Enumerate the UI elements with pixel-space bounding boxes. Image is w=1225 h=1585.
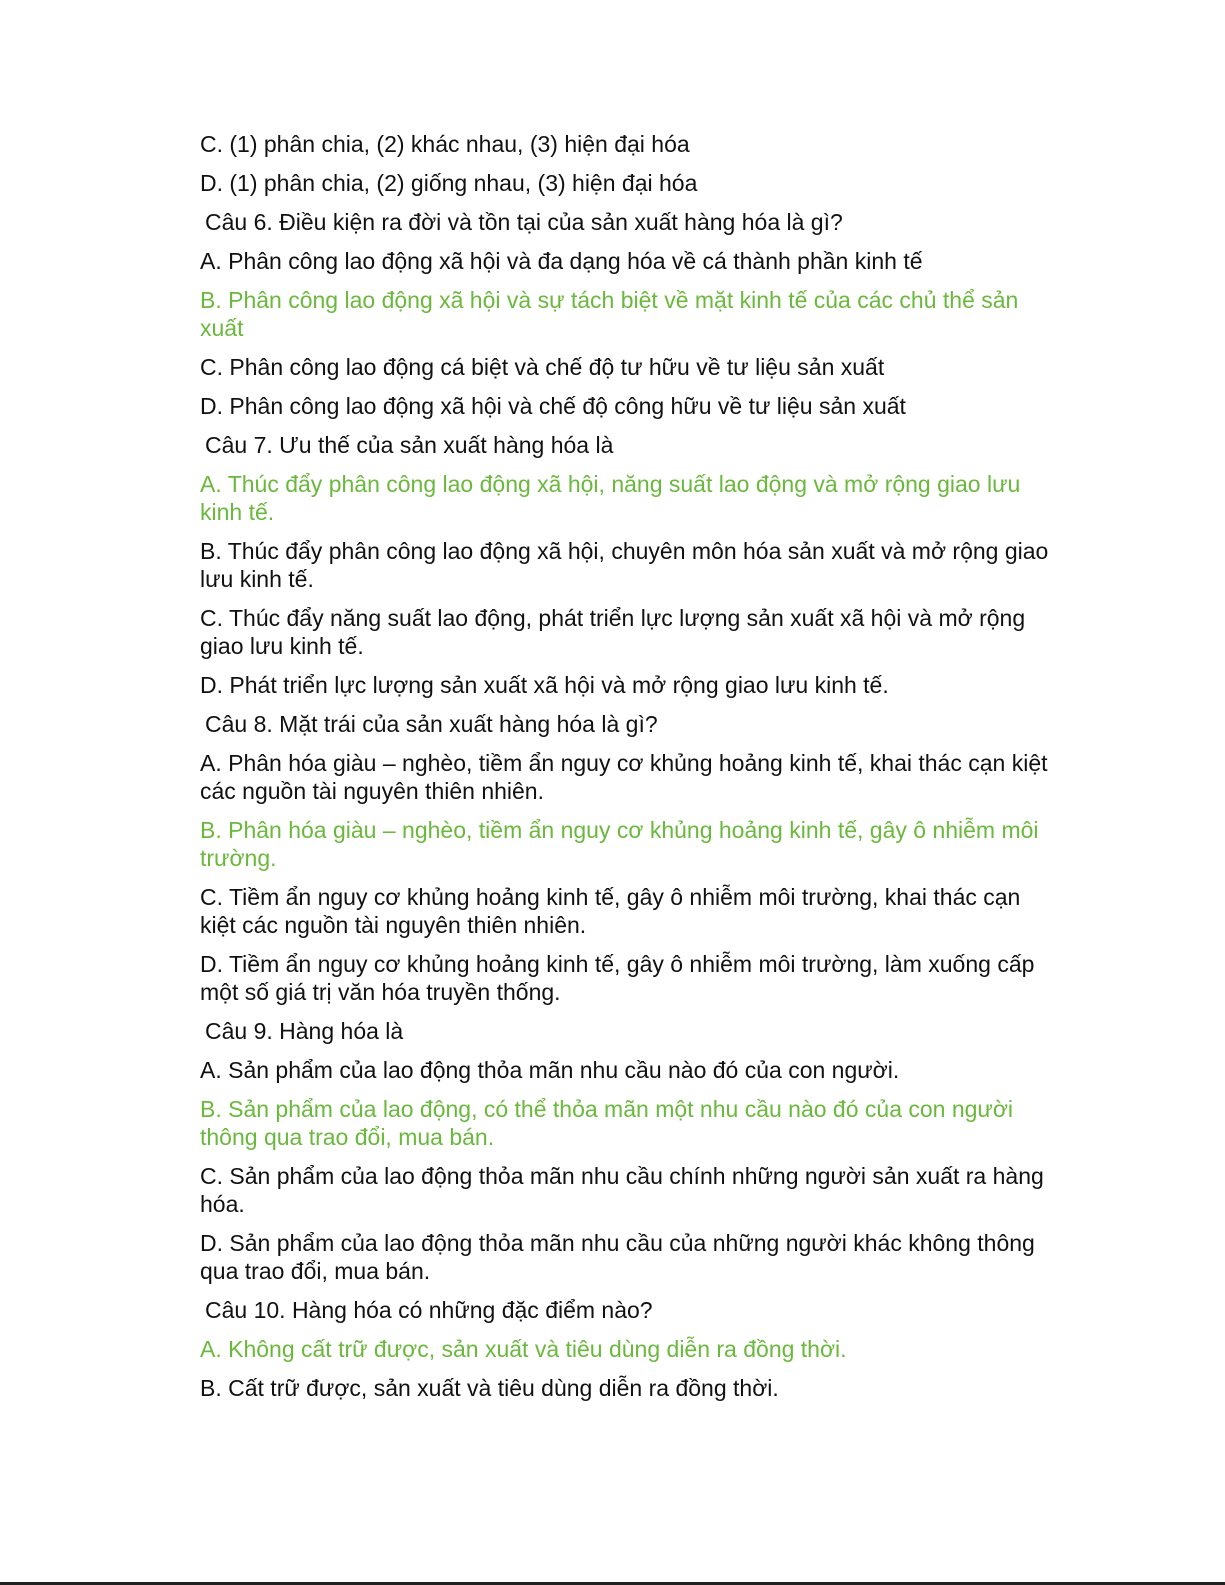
answer-option: D. Phát triển lực lượng sản xuất xã hội và mở rộng giao lưu kinh tế. xyxy=(200,672,889,698)
answer-option-correct: B. Sản phẩm của lao động, có thể thỏa mãn một nhu cầu nào đó của con người thông qua trao đổi, mua bán. xyxy=(200,1096,1014,1150)
question-list xyxy=(200,130,1050,1402)
answer-option: C. Tiềm ẩn nguy cơ khủng hoảng kinh tế, gây ô nhiễm môi trường, khai thác cạn kiệt các nguồn tài nguyên thiên nhiên. xyxy=(200,884,1021,938)
answer-option-correct: A. Thúc đẩy phân công lao động xã hội, năng suất lao động và mở rộng giao lưu kinh tế. xyxy=(200,471,1021,525)
answer-option: C. (1) phân chia, (2) khác nhau, (3) hiện đại hóa xyxy=(200,131,690,157)
answer-option: C. Thúc đẩy năng suất lao động, phát triển lực lượng sản xuất xã hội và mở rộng giao lưu kinh tế. xyxy=(200,605,1026,659)
answer-option: A. Phân hóa giàu – nghèo, tiềm ẩn nguy cơ khủng hoảng kinh tế, khai thác cạn kiệt các nguồn tài nguyên thiên nhiên. xyxy=(200,750,1048,804)
answer-option: A. Sản phẩm của lao động thỏa mãn nhu cầu nào đó của con người. xyxy=(200,1057,900,1083)
question-text: Câu 9. Hàng hóa là xyxy=(205,1018,404,1044)
answer-option: A. Phân công lao động xã hội và đa dạng hóa về cá thành phần kinh tế xyxy=(200,248,923,274)
answer-option: D. Sản phẩm của lao động thỏa mãn nhu cầu của những người khác không thông qua trao đổi, mua bán. xyxy=(200,1230,1035,1284)
answer-option-correct: B. Phân công lao động xã hội và sự tách biệt về mặt kinh tế của các chủ thể sản xuất xyxy=(200,287,1019,341)
answer-option: C. Sản phẩm của lao động thỏa mãn nhu cầu chính những người sản xuất ra hàng hóa. xyxy=(200,1163,1044,1217)
question-text: Câu 6. Điều kiện ra đời và tồn tại của sản xuất hàng hóa là gì? xyxy=(205,209,843,235)
question-text: Câu 8. Mặt trái của sản xuất hàng hóa là gì? xyxy=(205,711,658,737)
document-page xyxy=(200,130,1050,1413)
answer-option: D. (1) phân chia, (2) giống nhau, (3) hiện đại hóa xyxy=(200,170,698,196)
answer-option: B. Cất trữ được, sản xuất và tiêu dùng diễn ra đồng thời. xyxy=(200,1375,779,1401)
question-text: Câu 10. Hàng hóa có những đặc điểm nào? xyxy=(205,1297,653,1323)
answer-option: D. Tiềm ẩn nguy cơ khủng hoảng kinh tế, gây ô nhiễm môi trường, làm xuống cấp một số giá trị văn hóa truyền thống. xyxy=(200,951,1035,1005)
question-text: Câu 7. Ưu thế của sản xuất hàng hóa là xyxy=(205,432,614,458)
answer-option-correct: B. Phân hóa giàu – nghèo, tiềm ẩn nguy cơ khủng hoảng kinh tế, gây ô nhiễm môi trường. xyxy=(200,817,1039,871)
answer-option: C. Phân công lao động cá biệt và chế độ tư hữu về tư liệu sản xuất xyxy=(200,354,885,380)
answer-option-correct: A. Không cất trữ được, sản xuất và tiêu dùng diễn ra đồng thời. xyxy=(200,1336,847,1362)
answer-option: D. Phân công lao động xã hội và chế độ công hữu về tư liệu sản xuất xyxy=(200,393,906,419)
answer-option: B. Thúc đẩy phân công lao động xã hội, chuyên môn hóa sản xuất và mở rộng giao lưu kinh tế. xyxy=(200,538,1049,592)
